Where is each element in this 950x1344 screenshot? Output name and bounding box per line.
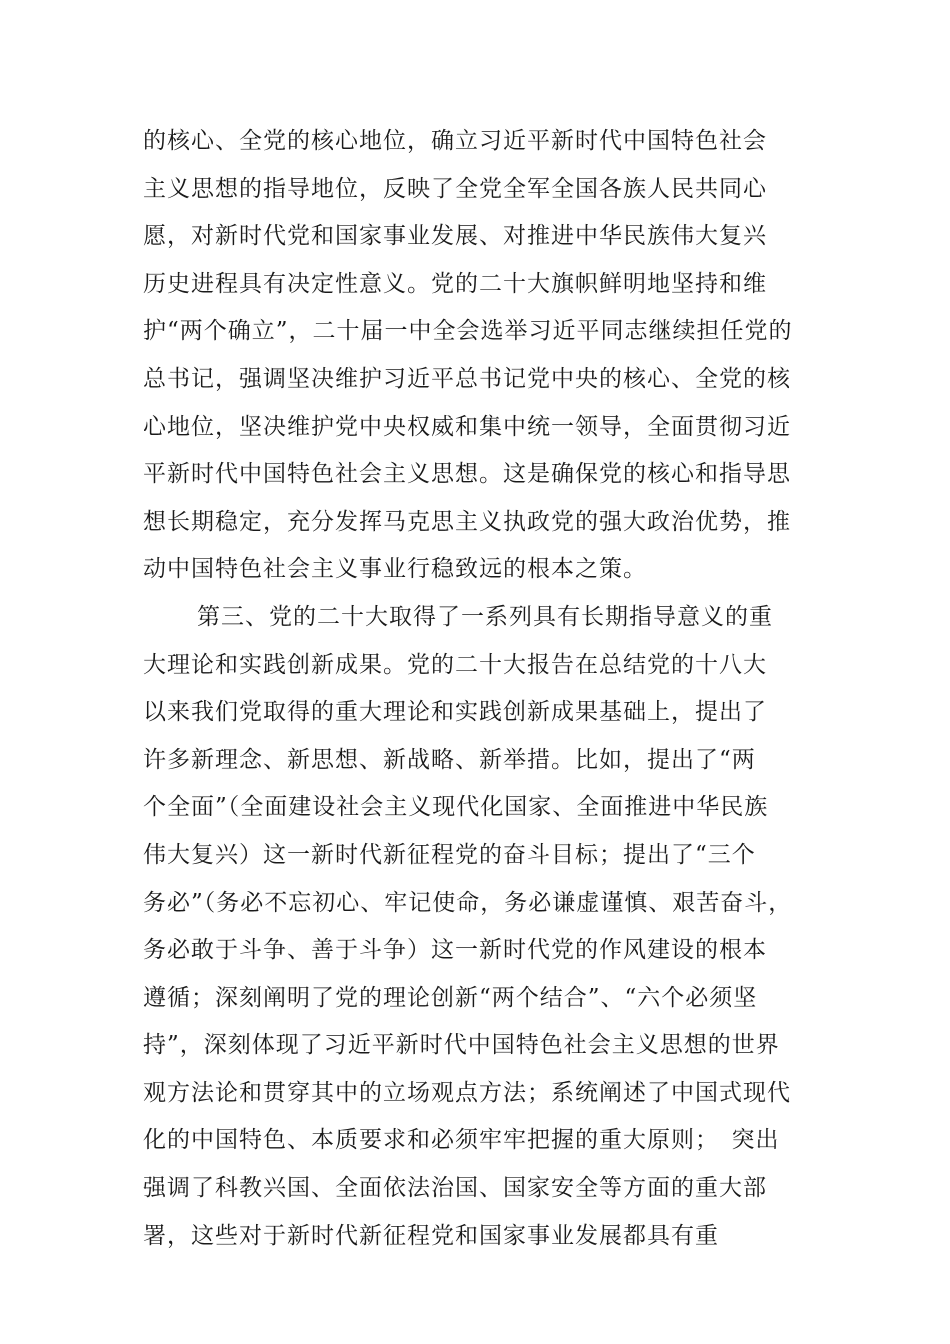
- text-line: 许多新理念、新思想、新战略、新举措。比如，提出了“两: [143, 746, 756, 773]
- text-line: 想长期稳定，充分发挥马克思主义执政党的强大政治优势，推: [143, 508, 791, 535]
- text-line: 心地位，坚决维护党中央权威和集中统一领导，全面贯彻习近: [143, 413, 791, 440]
- text-line: 愿，对新时代党和国家事业发展、对推进中华民族伟大复兴: [143, 223, 767, 250]
- text-line: 署，这些对于新时代新征程党和国家事业发展都具有重: [143, 1222, 719, 1249]
- text-line: 遵循；深刻阐明了党的理论创新“两个结合”、“六个必须坚: [143, 984, 758, 1011]
- text-line: 总书记，强调坚决维护习近平总书记党中央的核心、全党的核: [143, 365, 791, 392]
- body-text: [143, 118, 833, 1260]
- text-line: 务必敢于斗争、善于斗争）这一新时代党的作风建设的根本: [143, 937, 767, 964]
- paragraph-2: [143, 594, 833, 1260]
- text-line: 以来我们党取得的重大理论和实践创新成果基础上，提出了: [143, 699, 767, 726]
- text-line: 务必”（务必不忘初心、牢记使命，务必谦虚谨慎、艰苦奋斗，: [143, 889, 793, 916]
- text-line: 个全面”（全面建设社会主义现代化国家、全面推进中华民族: [143, 794, 769, 821]
- text-line: 动中国特色社会主义事业行稳致远的根本之策。: [143, 556, 647, 583]
- text-line: 观方法论和贯穿其中的立场观点方法；系统阐述了中国式现代: [143, 1079, 791, 1106]
- text-line: 历史进程具有决定性意义。党的二十大旗帜鲜明地坚持和维: [143, 270, 767, 297]
- text-line: 第三、党的二十大取得了一系列具有长期指导意义的重: [197, 603, 773, 630]
- text-line: 平新时代中国特色社会主义思想。这是确保党的核心和指导思: [143, 461, 791, 488]
- text-line: 的核心、全党的核心地位，确立习近平新时代中国特色社会: [143, 128, 767, 154]
- text-line: 强调了科教兴国、全面依法治国、国家安全等方面的重大部: [143, 1175, 767, 1202]
- paragraph-1: [143, 118, 833, 594]
- text-line: 伟大复兴）这一新时代新征程党的奋斗目标；提出了“三个: [143, 841, 756, 868]
- text-line: 化的中国特色、本质要求和必须牢牢把握的重大原则； 突出: [143, 1127, 780, 1154]
- text-line: 持”，深刻体现了习近平新时代中国特色社会主义思想的世界: [143, 1032, 780, 1059]
- text-line: 大理论和实践创新成果。党的二十大报告在总结党的十八大: [143, 651, 767, 678]
- text-line: 护“两个确立”，二十届一中全会选举习近平同志继续担任党的: [143, 318, 793, 345]
- text-line: 主义思想的指导地位，反映了全党全军全国各族人民共同心: [143, 175, 767, 202]
